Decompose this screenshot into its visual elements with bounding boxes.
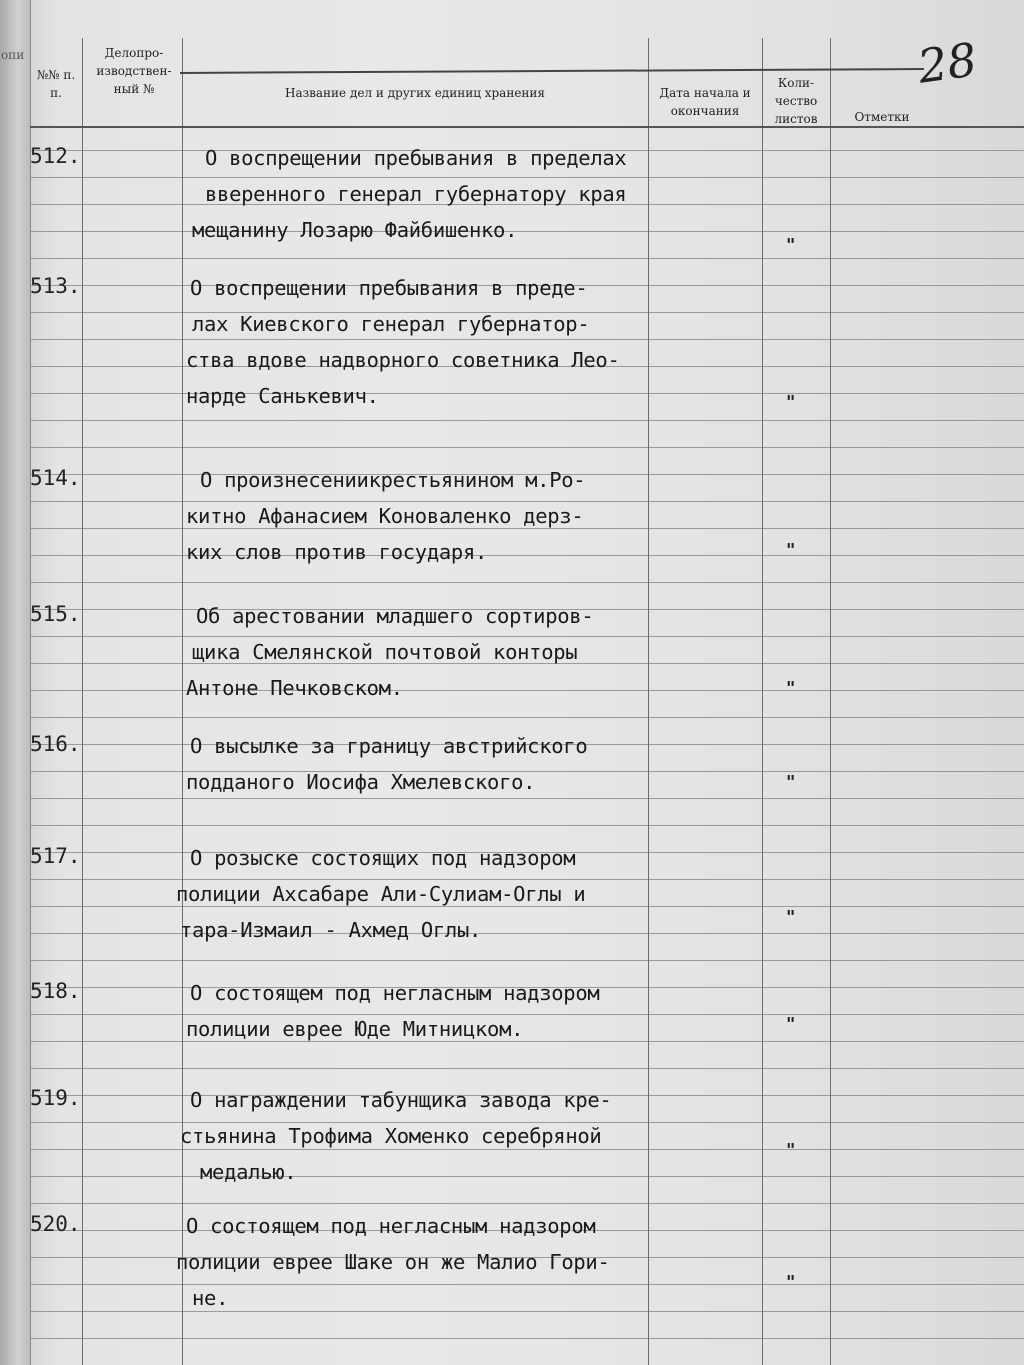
entry-title-line: О награждении табунщика завода кре-: [190, 1088, 612, 1112]
ruling-line: [30, 393, 1024, 394]
sheets-ditto-mark: ": [786, 540, 796, 561]
ruling-line: [30, 1284, 1024, 1285]
entry-number: 515.: [30, 602, 81, 626]
entry-title-line: О воспрещении пребывания в преде-: [190, 276, 588, 300]
entry-title-line: тара-Измаил - Ахмед Оглы.: [180, 918, 482, 942]
header-notes: Отметки: [854, 110, 910, 124]
entry-number: 514.: [30, 466, 81, 490]
entry-title-line: щика Смелянской почтовой конторы: [192, 640, 578, 664]
entry-title-line: ства вдове надворного советника Лео-: [186, 348, 620, 372]
entry-title-line: полиции Ахсабаре Али-Сулиам-Оглы и: [176, 882, 586, 906]
header-dates: Дата начала и окончания: [659, 86, 751, 118]
sheets-ditto-mark: ": [786, 1272, 796, 1293]
entry-title-line: нарде Санькевич.: [186, 384, 379, 408]
entry-title-line: не.: [192, 1286, 229, 1310]
entry-title-line: мещанину Лозарю Файбишенко.: [192, 218, 518, 242]
header-num: №№ п. п.: [36, 68, 76, 100]
entry-title-line: лах Киевского генерал губернатор-: [192, 312, 590, 336]
entry-title-line: подданого Иосифа Хмелевского.: [186, 770, 536, 794]
entry-title-line: китно Афанасием Коноваленко дерз-: [186, 504, 584, 528]
ruling-line: [30, 1311, 1024, 1312]
ruling-line: [30, 825, 1024, 826]
entry-title-line: Антоне Печковском.: [186, 676, 403, 700]
margin-text: опи: [1, 48, 25, 62]
entry-title-line: Об арестовании младшего сортиров-: [196, 604, 594, 628]
entry-number: 520.: [30, 1212, 81, 1236]
sheets-ditto-mark: ": [786, 907, 796, 928]
ruling-line: [30, 690, 1024, 691]
ruling-line: [30, 960, 1024, 961]
ruling-line: [30, 1338, 1024, 1339]
ruling-line: [30, 1203, 1024, 1204]
column-divider: [82, 38, 83, 1365]
entry-number: 516.: [30, 732, 81, 756]
entry-title-line: О воспрещении пребывания в пределах: [205, 146, 627, 170]
ruling-line: [30, 231, 1024, 232]
entry-number: 512.: [30, 144, 81, 168]
entry-title-line: О произнесениикрестьянином м.Ро-: [200, 468, 586, 492]
entry-title-line: О розыске состоящих под надзором: [190, 846, 576, 870]
ruling-line: [30, 1014, 1024, 1015]
entry-number: 518.: [30, 979, 81, 1003]
entry-title-line: стьянина Трофима Хоменко серебряной: [180, 1124, 602, 1148]
entry-title-line: полиции еврее Шаке он же Малио Гори-: [176, 1250, 610, 1274]
ruling-line: [30, 582, 1024, 583]
sheets-ditto-mark: ": [786, 1014, 796, 1035]
header-bottom-line: [30, 126, 1024, 128]
column-divider: [182, 38, 183, 1365]
entry-title-line: О состоящем под негласным надзором: [190, 981, 600, 1005]
ruling-line: [30, 1068, 1024, 1069]
entry-title-line: медалью.: [200, 1160, 297, 1184]
entry-number: 513.: [30, 274, 81, 298]
ruling-line: [30, 1041, 1024, 1042]
binding-margin: [0, 0, 31, 1365]
entry-title-line: вверенного генерал губернатору края: [205, 182, 627, 206]
entry-title-line: ких слов против государя.: [186, 540, 488, 564]
page-number: 28: [914, 32, 981, 94]
column-divider: [648, 38, 649, 1365]
header-title: Название дел и других единиц хранения: [284, 86, 545, 100]
entry-title-line: О состоящем под негласным надзором: [186, 1214, 596, 1238]
ruling-line: [30, 447, 1024, 448]
sheets-ditto-mark: ": [786, 678, 796, 699]
sheets-ditto-mark: ": [786, 392, 796, 413]
entry-title-line: полиции еврее Юде Митницком.: [186, 1017, 524, 1041]
ruling-line: [30, 555, 1024, 556]
ruling-line: [30, 258, 1024, 259]
sheets-ditto-mark: ": [786, 772, 796, 793]
ruling-line: [30, 420, 1024, 421]
ruling-line: [30, 1176, 1024, 1177]
column-divider: [830, 38, 831, 1365]
header-office-num: Делопро- изводствен- ный №: [96, 46, 172, 96]
ruling-line: [30, 717, 1024, 718]
entry-number: 519.: [30, 1086, 81, 1110]
sheets-ditto-mark: ": [786, 1140, 796, 1161]
entry-number: 517.: [30, 844, 81, 868]
column-divider: [762, 38, 763, 1365]
header-sheets: Коли- чество листов: [774, 76, 818, 126]
entry-title-line: О высылке за границу австрийского: [190, 734, 588, 758]
sheets-ditto-mark: ": [786, 235, 796, 256]
